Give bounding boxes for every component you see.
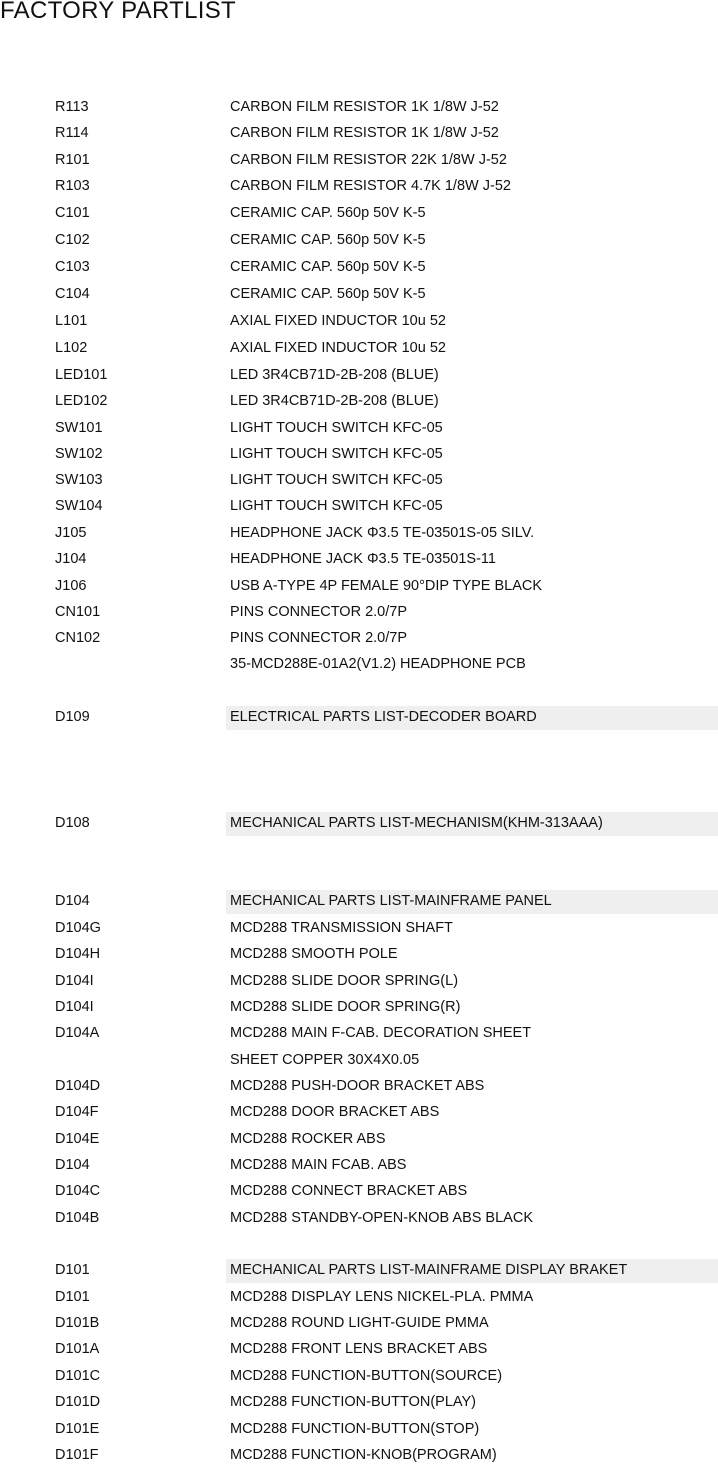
part-ref: D104I — [55, 973, 94, 989]
part-ref: D104 — [55, 1157, 90, 1173]
part-ref: D101E — [55, 1421, 100, 1437]
part-row — [0, 229, 718, 253]
part-ref: CN102 — [55, 630, 101, 646]
part-row — [0, 601, 718, 625]
part-ref: D101A — [55, 1341, 100, 1357]
part-ref: J104 — [55, 551, 87, 567]
part-description: MCD288 CONNECT BRACKET ABS — [230, 1183, 468, 1199]
part-description: LIGHT TOUCH SWITCH KFC-05 — [230, 420, 443, 436]
part-row — [0, 469, 718, 493]
part-row — [0, 917, 718, 941]
part-row — [0, 175, 718, 199]
part-ref: C103 — [55, 259, 90, 275]
part-ref: J106 — [55, 578, 87, 594]
part-row — [0, 1022, 718, 1046]
part-description: MCD288 FUNCTION-BUTTON(SOURCE) — [230, 1368, 503, 1384]
part-row — [0, 1418, 718, 1442]
part-ref: SW104 — [55, 498, 103, 514]
part-description: LIGHT TOUCH SWITCH KFC-05 — [230, 498, 443, 514]
part-ref: D104B — [55, 1210, 100, 1226]
part-description: CARBON FILM RESISTOR 1K 1/8W J-52 — [230, 125, 499, 141]
part-description: MCD288 DOOR BRACKET ABS — [230, 1104, 440, 1120]
part-row — [0, 1154, 718, 1178]
part-description: LED 3R4CB71D-2B-208 (BLUE) — [230, 393, 439, 409]
part-row — [0, 149, 718, 173]
part-ref: D101F — [55, 1447, 99, 1463]
section-header-row — [0, 890, 718, 914]
part-description: CERAMIC CAP. 560p 50V K-5 — [230, 259, 426, 275]
part-row — [0, 1207, 718, 1231]
part-description: MCD288 MAIN F-CAB. DECORATION SHEET — [230, 1025, 532, 1041]
part-ref: D101B — [55, 1315, 100, 1331]
part-description: LIGHT TOUCH SWITCH KFC-05 — [230, 472, 443, 488]
part-row — [0, 417, 718, 441]
part-row — [0, 1128, 718, 1152]
part-description: MCD288 FUNCTION-BUTTON(STOP) — [230, 1421, 480, 1437]
part-ref: J105 — [55, 525, 87, 541]
part-row — [0, 337, 718, 361]
section-title: MECHANICAL PARTS LIST-MECHANISM(KHM-313AAA) — [226, 812, 718, 836]
part-description: MCD288 PUSH-DOOR BRACKET ABS — [230, 1078, 485, 1094]
part-row — [0, 522, 718, 546]
part-description: MCD288 STANDBY-OPEN-KNOB ABS BLACK — [230, 1210, 533, 1226]
part-ref: D104D — [55, 1078, 101, 1094]
part-ref: D101C — [55, 1368, 101, 1384]
part-ref: C101 — [55, 205, 90, 221]
part-row — [0, 283, 718, 307]
part-description: MCD288 FUNCTION-BUTTON(PLAY) — [230, 1394, 476, 1410]
part-row — [0, 1365, 718, 1389]
part-row — [0, 575, 718, 599]
part-ref: C104 — [55, 286, 90, 302]
part-description: CERAMIC CAP. 560p 50V K-5 — [230, 205, 426, 221]
part-ref: R113 — [55, 99, 89, 115]
part-ref: SW101 — [55, 420, 103, 436]
section-title: MECHANICAL PARTS LIST-MAINFRAME PANEL — [226, 890, 718, 914]
part-ref: D104G — [55, 920, 101, 936]
part-row — [0, 390, 718, 414]
part-row — [0, 943, 718, 967]
page-title: FACTORY PARTLIST — [0, 0, 236, 24]
part-row — [0, 443, 718, 467]
part-description: PINS CONNECTOR 2.0/7P — [230, 604, 408, 620]
part-ref: LED101 — [55, 367, 108, 383]
part-row — [0, 495, 718, 519]
section-header-row — [0, 812, 718, 836]
part-row — [0, 1180, 718, 1204]
part-description: HEADPHONE JACK Φ3.5 TE-03501S-05 SILV. — [230, 525, 535, 541]
part-ref: SW103 — [55, 472, 103, 488]
part-description: MCD288 ROCKER ABS — [230, 1131, 386, 1147]
part-description: PINS CONNECTOR 2.0/7P — [230, 630, 408, 646]
part-row — [0, 310, 718, 334]
part-row — [0, 1049, 718, 1073]
part-description: LIGHT TOUCH SWITCH KFC-05 — [230, 446, 443, 462]
part-description: AXIAL FIXED INDUCTOR 10u 52 — [230, 340, 446, 356]
part-row — [0, 548, 718, 572]
section-header-row — [0, 706, 718, 730]
part-ref: R114 — [55, 125, 89, 141]
part-description: SHEET COPPER 30X4X0.05 — [230, 1052, 420, 1068]
section-header-row — [0, 1259, 718, 1283]
part-description: MCD288 DISPLAY LENS NICKEL-PLA. PMMA — [230, 1289, 534, 1305]
section-title: MECHANICAL PARTS LIST-MAINFRAME DISPLAY BRAKET — [226, 1259, 718, 1283]
part-ref: LED102 — [55, 393, 108, 409]
part-description: MCD288 FUNCTION-KNOB(PROGRAM) — [230, 1447, 497, 1463]
part-ref: D104I — [55, 999, 94, 1015]
part-ref: L101 — [55, 313, 88, 329]
part-row — [0, 970, 718, 994]
part-row — [0, 627, 718, 651]
part-row — [0, 364, 718, 388]
part-description: USB A-TYPE 4P FEMALE 90°DIP TYPE BLACK — [230, 578, 543, 594]
part-ref: D108 — [55, 815, 90, 831]
part-ref: D101D — [55, 1394, 101, 1410]
part-row — [0, 1444, 718, 1468]
part-description: AXIAL FIXED INDUCTOR 10u 52 — [230, 313, 446, 329]
part-ref: D104E — [55, 1131, 100, 1147]
part-row — [0, 653, 718, 677]
part-ref: D104F — [55, 1104, 99, 1120]
part-ref: C102 — [55, 232, 90, 248]
part-ref: D109 — [55, 709, 90, 725]
part-ref: D101 — [55, 1289, 90, 1305]
part-row — [0, 1391, 718, 1415]
part-ref: D104H — [55, 946, 101, 962]
part-row — [0, 1286, 718, 1310]
part-row — [0, 996, 718, 1020]
part-row — [0, 1075, 718, 1099]
part-description: MCD288 TRANSMISSION SHAFT — [230, 920, 453, 936]
part-description: CERAMIC CAP. 560p 50V K-5 — [230, 232, 426, 248]
part-description: HEADPHONE JACK Φ3.5 TE-03501S-11 — [230, 551, 496, 567]
part-description: CARBON FILM RESISTOR 1K 1/8W J-52 — [230, 99, 499, 115]
section-title: ELECTRICAL PARTS LIST-DECODER BOARD — [226, 706, 718, 730]
part-row — [0, 202, 718, 226]
part-ref: R101 — [55, 152, 90, 168]
part-row — [0, 1338, 718, 1362]
part-ref: D104 — [55, 893, 90, 909]
part-description: MCD288 SLIDE DOOR SPRING(R) — [230, 999, 461, 1015]
part-ref: R103 — [55, 178, 90, 194]
part-description: CARBON FILM RESISTOR 4.7K 1/8W J-52 — [230, 178, 511, 194]
part-ref: D101 — [55, 1262, 90, 1278]
part-description: MCD288 SMOOTH POLE — [230, 946, 398, 962]
part-description: MCD288 FRONT LENS BRACKET ABS — [230, 1341, 488, 1357]
part-description: MCD288 SLIDE DOOR SPRING(L) — [230, 973, 459, 989]
part-ref: D104C — [55, 1183, 101, 1199]
part-row — [0, 96, 718, 120]
part-description: MCD288 ROUND LIGHT-GUIDE PMMA — [230, 1315, 489, 1331]
part-ref: SW102 — [55, 446, 103, 462]
part-ref: CN101 — [55, 604, 101, 620]
part-ref: L102 — [55, 340, 88, 356]
part-description: LED 3R4CB71D-2B-208 (BLUE) — [230, 367, 439, 383]
part-row — [0, 1101, 718, 1125]
part-description: 35-MCD288E-01A2(V1.2) HEADPHONE PCB — [230, 656, 526, 672]
part-description: MCD288 MAIN FCAB. ABS — [230, 1157, 407, 1173]
part-row — [0, 256, 718, 280]
part-description: CARBON FILM RESISTOR 22K 1/8W J-52 — [230, 152, 507, 168]
part-row — [0, 122, 718, 146]
part-row — [0, 1312, 718, 1336]
part-ref: D104A — [55, 1025, 100, 1041]
part-description: CERAMIC CAP. 560p 50V K-5 — [230, 286, 426, 302]
